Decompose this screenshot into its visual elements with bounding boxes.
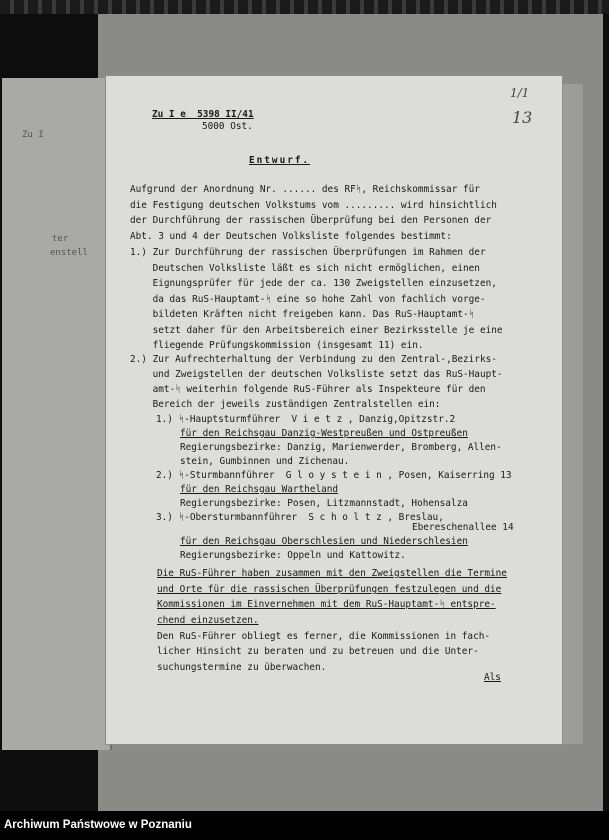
page-number: 13 bbox=[512, 108, 533, 127]
text-line: amt-ᛋ weiterhin folgende RuS-Führer als Inspekteure für den bbox=[130, 384, 486, 395]
officer-address: Ebereschenallee 14 bbox=[412, 522, 514, 533]
film-edge bbox=[0, 0, 609, 14]
text-line: Kommissionen im Einvernehmen mit dem RuS-Hauptamt-ᛋ entspre- bbox=[157, 599, 496, 610]
text-line: licher Hinsicht zu beraten und zu betreuen und die Unter- bbox=[157, 646, 479, 657]
page-fragment: Zu I bbox=[22, 130, 44, 140]
text-line: setzt daher für den Arbeitsbereich einer Bezirksstelle je eine bbox=[130, 325, 503, 336]
document-title: Entwurf. bbox=[249, 155, 311, 166]
officer-districts: stein, Gumbinnen und Zichenau. bbox=[180, 456, 350, 467]
text-line: 2.) Zur Aufrechterhaltung der Verbindung zu den Zentral-,Bezirks- bbox=[130, 354, 497, 365]
corner-mark: 1/1 bbox=[510, 86, 530, 100]
officer-districts: Regierungsbezirke: Oppeln und Kattowitz. bbox=[180, 550, 406, 561]
text-line: Abt. 3 und 4 der Deutschen Volksliste folgendes bestimmt: bbox=[130, 231, 452, 242]
text-line: bildeten Kräften nicht freigeben kann. Das RuS-Hauptamt-ᛋ bbox=[130, 309, 475, 320]
text-line: und Orte für die rassischen Überprüfungen festzulegen und die bbox=[157, 584, 502, 595]
text-line: Bereich der jeweils zuständigen Zentralstellen ein: bbox=[130, 399, 441, 410]
officer-districts: Regierungsbezirke: Posen, Litzmannstadt, Hohensalza bbox=[180, 498, 468, 509]
text-line: Eignungsprüfer für jede der ca. 130 Zweigstellen einzusetzen, bbox=[130, 278, 497, 289]
document-page bbox=[106, 76, 562, 744]
archive-footer bbox=[0, 811, 609, 840]
officer-name-line: 1.) ᛋ-Hauptsturmführer V i e t z , Danzig,Opitzstr.2 bbox=[156, 414, 456, 425]
continuation-word: Als bbox=[484, 672, 501, 683]
reference-subline: 5000 Ost. bbox=[202, 121, 253, 132]
reference-number: Zu I e 5398 II/41 bbox=[152, 109, 254, 120]
text-line: und Zweigstellen der deutschen Volksliste setzt das RuS-Haupt- bbox=[130, 369, 503, 380]
text-line: suchungstermine zu überwachen. bbox=[157, 662, 327, 673]
text-line: Den RuS-Führer obliegt es ferner, die Kommissionen in fach- bbox=[157, 631, 491, 642]
text-line: chend einzusetzen. bbox=[157, 615, 259, 626]
text-line: da das RuS-Hauptamt-ᛋ eine so hohe Zahl von fachlich vorge- bbox=[130, 294, 486, 305]
text-line: Aufgrund der Anordnung Nr. ...... des RFᛋ, Reichskommissar für bbox=[130, 184, 480, 195]
right-adjacent-page bbox=[560, 84, 583, 744]
officer-name-line: 2.) ᛋ-Sturmbannführer G l o y s t e i n , Posen, Kaiserring 13 bbox=[156, 470, 512, 481]
text-line: Deutschen Volksliste läßt es sich nicht ermöglichen, einen bbox=[130, 263, 480, 274]
text-line: der Durchführung der rassischen Überprüfung bei den Personen der bbox=[130, 215, 492, 226]
text-line: 1.) Zur Durchführung der rassischen Überprüfungen im Rahmen der bbox=[130, 247, 486, 258]
text-line: Die RuS-Führer haben zusammen mit den Zweigstellen die Termine bbox=[157, 568, 507, 579]
officer-region: für den Reichsgau Oberschlesien und Niederschlesien bbox=[180, 536, 468, 547]
text-line: fliegende Prüfungskommission (insgesamt 11) ein. bbox=[130, 340, 424, 351]
text-line: die Festigung deutschen Volkstums vom ......... wird hinsichtlich bbox=[130, 200, 497, 211]
officer-districts: Regierungsbezirke: Danzig, Marienwerder, Bromberg, Allen- bbox=[180, 442, 502, 453]
officer-region: für den Reichsgau Danzig-Westpreußen und Ostpreußen bbox=[180, 428, 468, 439]
page-fragment: enstell bbox=[50, 248, 88, 258]
officer-name-line: 3.) ᛋ-Obersturmbannführer S c h o l t z , Breslau, bbox=[156, 512, 444, 523]
officer-region: für den Reichsgau Wartheland bbox=[180, 484, 339, 495]
page-fragment: ter bbox=[52, 234, 69, 244]
archive-name: Archiwum Państwowe w Poznaniu bbox=[4, 819, 192, 831]
left-adjacent-page bbox=[2, 78, 112, 750]
